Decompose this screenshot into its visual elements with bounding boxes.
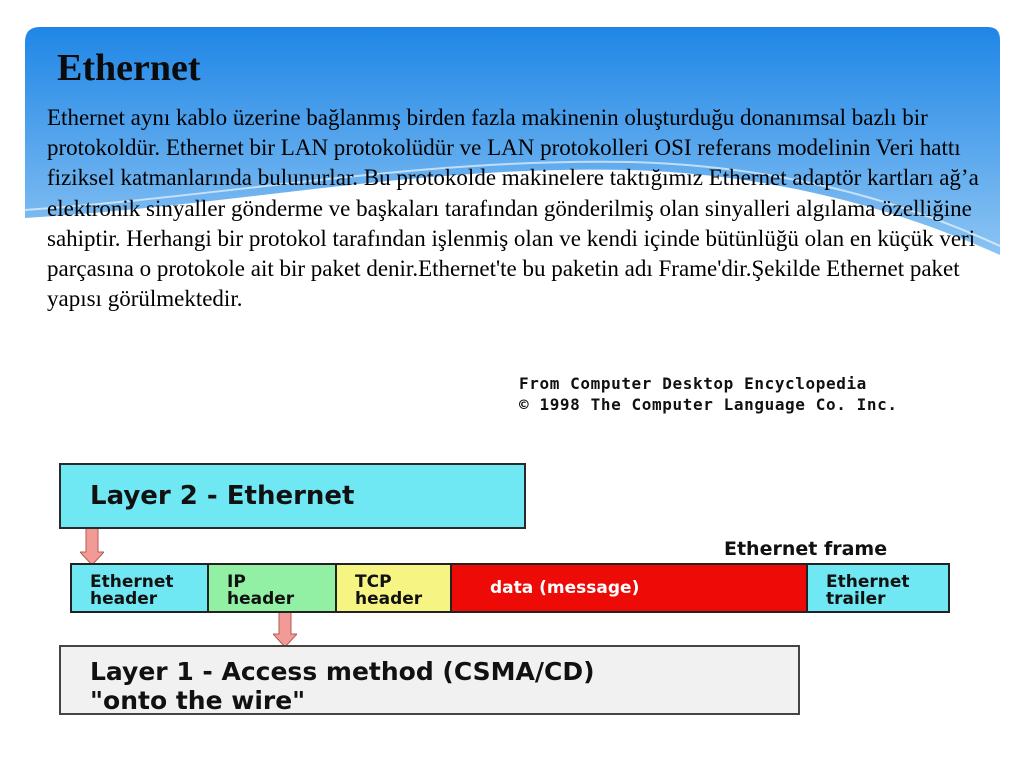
figure-credit-source: From Computer Desktop Encyclopedia (519, 374, 867, 393)
frame-segment-ip-header: IP header (209, 565, 337, 611)
slide-title: Ethernet (57, 47, 201, 89)
layer2-label: Layer 2 - Ethernet (90, 481, 355, 511)
layer1-sublabel: "onto the wire" (90, 686, 306, 715)
arrow-down-icon (273, 612, 297, 648)
figure-credit-copyright: © 1998 The Computer Language Co. Inc. (519, 395, 898, 414)
slide-body-text: Ethernet aynı kablo üzerine bağlanmış birden fazla makinenin oluşturduğu donanımsal bazlı bir protokoldür. Ethernet bir LAN protokolüdür ve LAN protokolleri OSI referans modelinin Veri hattı fiziksel katmanlarında bulunurlar. Bu protokolde makinelere taktığımız Ethernet adaptör kartları ağ’a elektronik sinyaller gönderme ve başkaları tarafından gönderilmiş olan sinyalleri algılama özelliğine sahiptir. Herhangi bir protokol tarafından işlenmiş olan ve kendi içinde bütünlüğü olan en küçük veri parçasına o protokole ait bir paket denir.Ethernet'te bu paketin adı Frame'dir.Şekilde Ethernet paket yapısı görülmektedir. (47, 105, 979, 312)
layer2-ethernet-box (59, 463, 526, 529)
frame-segment-ethernet-header: Ethernet header (72, 565, 209, 611)
layer1-access-method-box (59, 645, 800, 715)
layer1-label: Layer 1 - Access method (CSMA/CD) (90, 657, 595, 686)
frame-segment-ethernet-trailer: Ethernet trailer (808, 565, 948, 611)
arrow-down-icon (80, 528, 104, 566)
ethernet-frame-row (70, 563, 950, 613)
frame-segment-tcp-header: TCP header (337, 565, 452, 611)
ethernet-frame-label: Ethernet frame (724, 538, 888, 560)
frame-segment-data-message: data (message) (452, 565, 808, 611)
